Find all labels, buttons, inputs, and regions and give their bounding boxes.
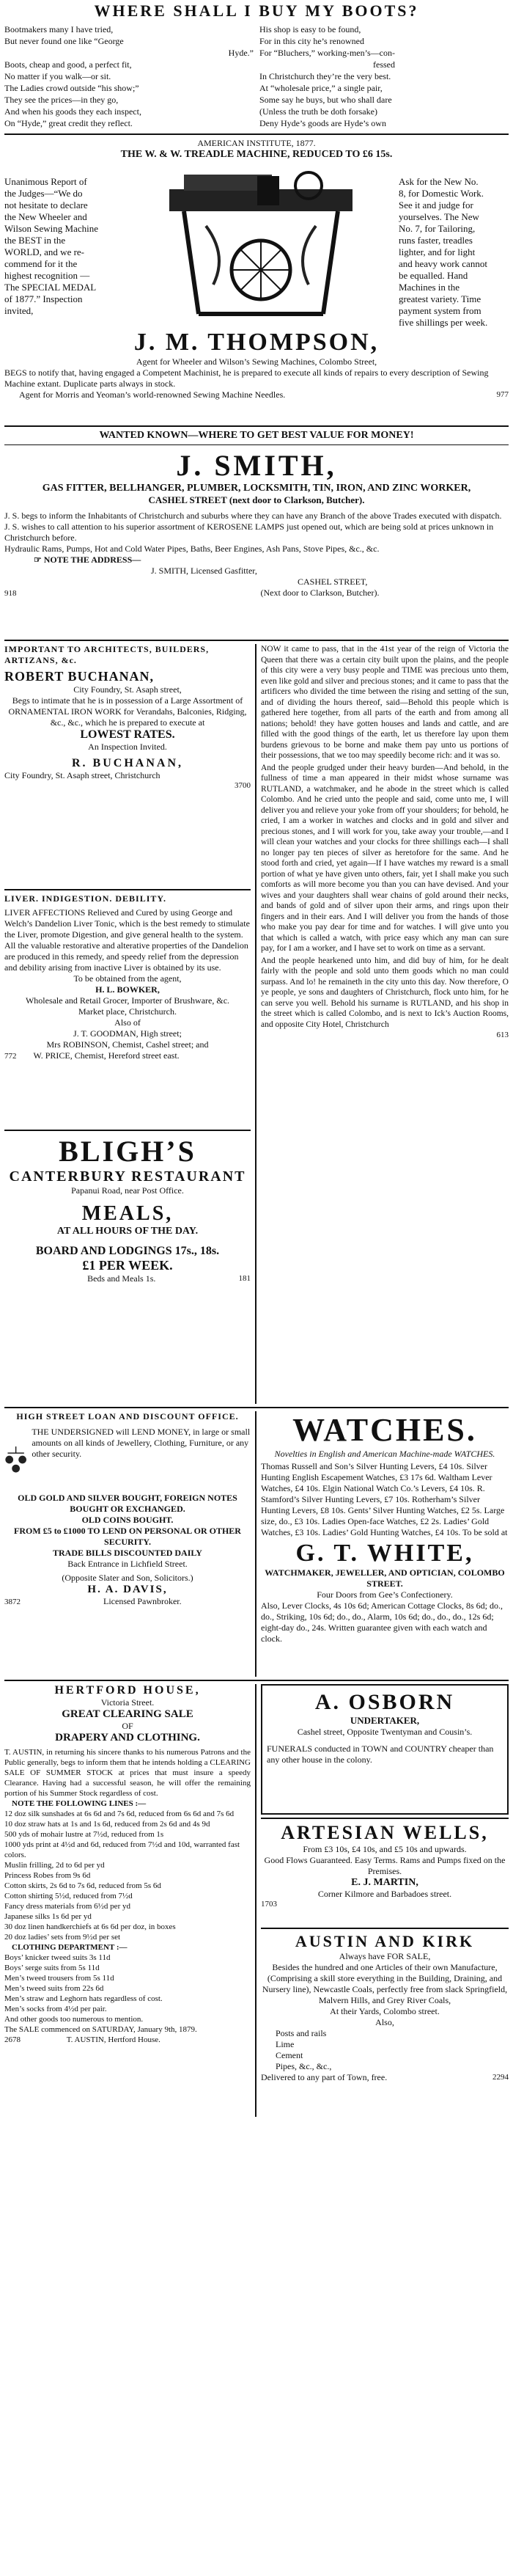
liver-also: Also of	[114, 1017, 141, 1028]
liver-body: LIVER AFFECTIONS Relieved and Cured by using George and Welch’s Dandelion Liver Tonic, which is the best remedy to stimulate the Liver, promote Digestion, and give general health to the system. All the valuable restorative and alterative properties of the Dandelion are produced in this remedy, and speedy relief from the depression and debility arising from inactive Liver is obtained by its use.	[4, 907, 250, 973]
hertford-items	[4, 1809, 251, 1942]
poem-line: For in this city he’s renowned	[259, 36, 364, 46]
ad-ref: 977	[496, 390, 509, 399]
smith-sig3: (Next door to Clarkson, Butcher).	[260, 588, 380, 598]
text-line: and heavy work cannot	[399, 258, 487, 269]
list-item: Lime	[276, 2039, 295, 2049]
list-item: 30 doz linen handkerchiefs at 6s 6d per doz, in boxes	[4, 1922, 176, 1931]
divider	[4, 1130, 251, 1131]
ad-ref: 772	[4, 1052, 17, 1061]
osborn-body: FUNERALS conducted in TOWN and COUNTRY cheaper than any other house in the colony.	[267, 1743, 494, 1765]
right-column-3	[256, 1684, 509, 2117]
thompson-agent: Agent for Wheeler and Wilson’s Sewing Machines, Colombo Street,	[136, 356, 377, 367]
buchanan-lowest: LOWEST RATES.	[80, 728, 175, 741]
liver-a1: J. T. GOODMAN, High street;	[73, 1028, 182, 1039]
liver-obtain: To be obtained from the agent,	[73, 973, 182, 984]
poem-line: But never found one like “George	[4, 36, 124, 46]
hertford-sig: T. AUSTIN, Hertford House.	[66, 2035, 160, 2044]
boots-poem	[4, 23, 509, 131]
wells-addr: Corner Kilmore and Barbadoes street.	[317, 1889, 452, 1899]
list-item: 500 yds of mohair lustre at 7½d, reduced from 1s	[4, 1830, 164, 1839]
austin-items	[261, 2028, 509, 2072]
divider	[4, 889, 251, 890]
osborn-trade: UNDERTAKER,	[350, 1715, 420, 1726]
smith-sig3-line	[4, 588, 509, 599]
list-item: And other goods too numerous to mention.	[4, 2015, 144, 2024]
smith-name: J. SMITH,	[176, 449, 337, 482]
thompson-agent2: Agent for Morris and Yeoman’s world-renowned Sewing Machine Needles.	[19, 389, 286, 400]
text-line: No. 7, for Tailoring,	[399, 223, 476, 234]
hyde-boot-ad	[4, 0, 509, 131]
hertford-clothing: CLOTHING DEPARTMENT :—	[12, 1943, 128, 1952]
poem-line: For “Bluchers,” working-men’s—con-	[259, 48, 395, 58]
list-item: Posts and rails	[276, 2028, 327, 2038]
osborn-addr: Cashel street, Opposite Twentyman and Cousin’s.	[297, 1727, 473, 1737]
poem-line: In Christchurch they’re the very best.	[259, 71, 391, 81]
advert-p2: And the people grudged under their heavy burden—And behold, in the fullness of time a man appeared in their midst whose surname was RUTLAND, a watchmaker, and he abode in the street which is called Colombo. And he cried unto the people and said, come unto me, I will deliver you and relieve your yoke from off your shoulders; for behold, he cried, I am a worker in watches and clocks and in gold and silver and precious stones, and I will work for you, take away your trouble,—and I will clean your watches and your clocks for three shillings each—I shall no longer pay ten pieces of silver as heretofore for the same. And he stood forth and cried, yet again—If I have watches my reward is a small portion of what ye have given unto others, fair, yet I shall make you such comforts as will more become you than you can have devised. And your wives and your daughters shall wear chains of gold around their necks, and bands of gold and of silver upon their arms, and rings upon their fingers and in their ears. And I will deliver you from the hands of those who make you pay dear for time and for watches. I will give unto you that which is called a watch, with price easy which any man can sure pay, for I am a worker, and I have set to work on time as a servant.	[261, 763, 509, 953]
hertford-end: The SALE commenced on SATURDAY, January 9th, 1879.	[4, 2025, 197, 2034]
liver-a2: Mrs ROBINSON, Chemist, Cashel street; and	[46, 1039, 209, 1050]
two-column-region-2	[4, 1411, 509, 1677]
liver-ad	[4, 893, 251, 1127]
smith-p2: J. S. wishes to call attention to his superior assortment of KEROSENE LAMPS just opened out, which are being sold at prices unknown in Christchurch before.	[4, 522, 494, 543]
buchanan-ad	[4, 644, 251, 886]
text-line: WORLD, and we re-	[4, 246, 85, 257]
wells-guar: Good Flows Guaranteed. Easy Terms. Rams and Pumps fixed on the Premises.	[264, 1855, 506, 1876]
poem-line: No matter if you walk—or sit.	[4, 71, 111, 81]
poem-line: On “Hyde,” great credit they reflect.	[4, 118, 133, 128]
poem-line: And when his goods they each inspect,	[4, 106, 141, 117]
poem-line: Deny Hyde’s goods are Hyde’s own	[259, 118, 386, 128]
loan-sig: H. A. DAVIS,	[87, 1584, 168, 1595]
liver-head: LIVER. INDIGESTION. DEBILITY.	[4, 893, 166, 904]
white-name: G. T. WHITE,	[295, 1540, 474, 1567]
loan-lic-line	[4, 1596, 251, 1608]
hertford-sale: GREAT CLEARING SALE	[62, 1708, 193, 1720]
list-item: 10 doz straw hats at 1s and 1s 6d, reduced from 2s 6d and 4s 9d	[4, 1820, 210, 1829]
thompson-agent2-line	[4, 389, 509, 400]
sewing-right-text	[399, 176, 509, 329]
thompson-name: J. M. THOMPSON,	[133, 329, 380, 356]
divider	[4, 444, 509, 445]
hertford-of: OF	[122, 1721, 133, 1731]
poem-line: (Unless the truth be doth forsake)	[259, 106, 377, 117]
boots-poem-left	[4, 23, 254, 131]
text-line: commend for it the	[4, 258, 78, 269]
list-item: Men’s tweed suits from 22s 6d	[4, 1984, 104, 1993]
thompson-body: BEGS to notify that, having engaged a Competent Machinist, he is prepared to execute all kinds of repairs to every description of Sewing Machine extant. Duplicate parts always in stock.	[4, 367, 489, 389]
text-line: Wilson Sewing Machine	[4, 223, 99, 234]
list-item: Pipes, &c., &c.,	[276, 2061, 332, 2071]
list-item: Japanese silks 1s 6d per yd	[4, 1912, 92, 1921]
smith-p3: Hydraulic Rams, Pumps, Hot and Cold Water Pipes, Baths, Beer Engines, Ash Pans, Stove Pipes, &c., &c.	[4, 544, 380, 554]
buchanan-sig2: City Foundry, St. Asaph street, Christchurch	[4, 770, 160, 780]
bligh-beds-line	[4, 1273, 251, 1284]
divider	[4, 133, 509, 135]
divider	[4, 1407, 509, 1408]
bligh-hours: AT ALL HOURS OF THE DAY.	[56, 1226, 199, 1237]
buchanan-head: IMPORTANT TO ARCHITECTS, BUILDERS, ARTIZANS, &c.	[4, 644, 210, 665]
poem-line: The Ladies crowd outside “his show;”	[4, 83, 139, 93]
white-trade: WATCHMAKER, JEWELLER, AND OPTICIAN, COLOMBO STREET.	[265, 1567, 505, 1589]
text-line: Unanimous Report of	[4, 176, 87, 187]
poem-line: His shop is easy to be found,	[259, 24, 361, 34]
liver-agent-desc: Wholesale and Retail Grocer, Importer of Brushware, &c.	[25, 995, 230, 1006]
bligh-beds: Beds and Meals 1s.	[87, 1273, 156, 1284]
loan-range: FROM £5 to £1000 TO LEND ON PERSONAL OR OTHER SECURITY.	[14, 1526, 241, 1547]
text-line: invited,	[4, 305, 34, 316]
pawnbroker-balls-icon	[4, 1427, 27, 1493]
austin-yards: At their Yards, Colombo street.	[330, 2006, 440, 2016]
austin-free-line	[261, 2072, 509, 2083]
ad-ref: 918	[4, 589, 17, 598]
list-item: Muslin frilling, 2d to 6d per yd	[4, 1861, 105, 1870]
advert-p3: And the people hearkened unto him, and did buy of him, for he dealt fairly with the people and sold unto them goods which no man could surpass. And lo! he remaineth in the city unto this day. Now therefore, O ye people, ye sons and daughters of Christchurch, flock unto him, for he can serve you well. Behold his surname is RUTLAND, and his shop in the street which is called Colombo, and is next to Ick’s Auction Rooms, and opposite City Hotel, Christchurch	[261, 956, 509, 1029]
text-line: the BEST in the	[4, 235, 66, 246]
ad-ref: 2678	[4, 2035, 21, 2044]
bligh-sub: CANTERBURY RESTAURANT	[9, 1168, 246, 1185]
loan-lic: Licensed Pawnbroker.	[103, 1596, 182, 1606]
text-line: lighter, and for light	[399, 246, 476, 257]
loan-opp: (Opposite Slater and Son, Solicitors.)	[62, 1573, 193, 1583]
hertford-drapery: DRAPERY AND CLOTHING.	[55, 1732, 200, 1743]
sewing-headline: THE W. & W. TREADLE MACHINE, REDUCED TO £6 15s.	[120, 149, 393, 160]
loan-trade: TRADE BILLS DISCOUNTED DAILY	[53, 1548, 202, 1558]
list-item: Fancy dress materials from 6½d per yd	[4, 1902, 130, 1911]
divider	[4, 1680, 509, 1681]
list-item: Men’s straw and Leghorn hats regardless of cost.	[4, 1994, 163, 2003]
poem-line: Bootmakers many I have tried,	[4, 24, 114, 34]
text-line: of 1877.” Inspection	[4, 293, 83, 304]
watches-body: Thomas Russell and Son’s Silver Hunting Levers, £4 10s. Silver Hunting English Escapement Watches, £3 17s 6d. Waltham Lever Watches, £4 10s. Elgin National Watch Co.’s Levers, £4 10s. R. Stamford’s Silver Hunting Levers, £7 10s. Rotherham’s Silver Hunting Levers, £8 10s. Gents’ Silver Hunting Watches, £2 5s. Large size, do., £3 10s. Ladies Open-face Watches, £2 2s. Ladies’ Gold Watches, £3 10s. Ladies’ Gold Hunting Watches, £4 10s. To be sold at	[261, 1461, 508, 1537]
bligh-board: BOARD AND LODGINGS 17s., 18s.	[35, 1245, 220, 1257]
loan-gold: OLD GOLD AND SILVER BOUGHT, FOREIGN NOTES BOUGHT OR EXCHANGED.	[18, 1493, 237, 1514]
bligh-addr: Papanui Road, near Post Office.	[71, 1185, 184, 1196]
list-item: Boys’ knicker tweed suits 3s 11d	[4, 1953, 111, 1962]
hertford-street: Victoria Street.	[100, 1697, 155, 1708]
buchanan-name: ROBERT BUCHANAN,	[4, 669, 155, 684]
liver-market: Market place, Christchurch.	[78, 1006, 177, 1017]
text-line: not hesitate to declare	[4, 200, 88, 211]
smith-p1: J. S. begs to inform the Inhabitants of Christchurch and suburbs where they can have any Branch of the above Trades executed with dispatch.	[4, 511, 502, 521]
austin-kirk-ad	[261, 1932, 509, 2083]
sewing-left-text	[4, 176, 114, 317]
poem-line: Boots, cheap and good, a perfect fit,	[4, 59, 132, 70]
smith-banner: WANTED KNOWN—WHERE TO GET BEST VALUE FOR MONEY!	[99, 430, 414, 441]
text-line: highest recognition —	[4, 270, 90, 281]
wells-title: ARTESIAN WELLS,	[281, 1822, 489, 1843]
watches-sub: Novelties in English and American Machine-made WATCHES.	[274, 1449, 495, 1459]
buchanan-body: Begs to intimate that he is in possession of a Large Assortment of ORNAMENTAL IRON WORK for Verandahs, Balconies, Ridging, &c., &c., which he is prepared to execute at	[8, 695, 247, 728]
hertford-items2	[4, 1953, 251, 2024]
loan-ad	[4, 1411, 256, 1677]
osborn-name: A. OSBORN	[314, 1690, 455, 1714]
boots-headline: WHERE SHALL I BUY MY BOOTS?	[94, 1, 419, 20]
right-column	[256, 644, 509, 1404]
osborn-ad	[261, 1684, 509, 1815]
liver-a3-line	[4, 1050, 251, 1062]
white-opp: Four Doors from Gee’s Confectionery.	[317, 1589, 453, 1600]
hertford-head: HERTFORD HOUSE,	[54, 1684, 201, 1697]
austin-always: Always have FOR SALE,	[339, 1951, 431, 1961]
two-column-region	[4, 644, 509, 1404]
ad-ref: 1703	[261, 1900, 277, 1909]
hertford-sig-line	[4, 2035, 251, 2045]
watches-ad	[256, 1411, 509, 1677]
smith-note: ☞ NOTE THE ADDRESS—	[34, 555, 141, 565]
text-line: Machines in the	[399, 282, 460, 293]
list-item: Men’s socks from 4½d per pair.	[4, 2005, 107, 2013]
white-clocks: Also, Lever Clocks, 4s 10s 6d; American Cottage Clocks, 8s 6d; do., do., Striking, 10s 6d; do., do., Alarm, 10s 6d; do., do., do., 12s 6d; eight-day do., 24s. Written guarantee given with each watch and clock.	[261, 1600, 503, 1644]
smith-address: CASHEL STREET (next door to Clarkson, Butcher).	[148, 494, 365, 505]
poem-line: At “wholesale price,” a single pair,	[259, 83, 383, 93]
text-line: runs faster, treadles	[399, 235, 473, 246]
bligh-week: £1 PER WEEK.	[82, 1258, 173, 1273]
austin-also: Also,	[375, 2017, 394, 2027]
list-item: Cotton skirts, 2s 6d to 7s 6d, reduced from 5s 6d	[4, 1881, 161, 1890]
wells-ad	[261, 1822, 509, 1925]
advert-p1: NOW it came to pass, that in the 41st year of the reign of Victoria the Queen that there was a certain city built upon the plains, and the people of this city were a very busy people and TIME was precious unto them, even like gold and silver and precious stones; and it came to pass that the artificers who divided the time between the rising and setting of the sun, and of dividing the hours thereof, said—Behold this people which is gathered here together, from all parts of the earth and from among all nations; behold! they have gotten houses and lands and cattle, and are filled with the good things of the earth, let us therefore lay upon them burdens grievous to be borne and make them pay unto us portions of their possessions, that we too may speedily become rich: and it was so.	[261, 645, 509, 760]
ad-ref: 3700	[235, 781, 251, 790]
poem-line: Hyde.”	[228, 48, 254, 58]
text-line: payment system from	[399, 305, 481, 316]
loan-coins: OLD COINS BOUGHT.	[81, 1515, 174, 1525]
list-item: Cement	[276, 2050, 303, 2060]
text-line: the Judges—“We do	[4, 188, 83, 199]
left-column	[4, 644, 256, 1404]
ad-ref: 613	[496, 1031, 509, 1039]
bligh-ad	[4, 1134, 251, 1405]
hertford-note: NOTE THE FOLLOWING LINES :—	[12, 1799, 147, 1808]
smith-ad	[4, 430, 509, 637]
text-line: the New Wheeler and	[4, 211, 87, 222]
buchanan-sig: R. BUCHANAN,	[72, 757, 183, 769]
smith-sig2: CASHEL STREET,	[298, 577, 368, 587]
text-line: yourselves. The New	[399, 211, 479, 222]
sewing-machine-illustration	[140, 167, 382, 321]
poem-line: Some say he buys, but who shall dare	[259, 95, 392, 105]
sewing-institute: AMERICAN INSTITUTE, 1877.	[197, 138, 316, 148]
list-item: 12 doz silk sunshades at 6s 6d and 7s 6d, reduced from 6s 6d and 7s 6d	[4, 1810, 235, 1818]
boots-poem-right	[259, 23, 509, 131]
text-line: be equalled. Hand	[399, 270, 468, 281]
loan-body-row	[4, 1427, 251, 1493]
loan-body: THE UNDERSIGNED will LEND MONEY, in large or small amounts on all kinds of Jewellery, Clothing, Furniture, or any other security.	[32, 1427, 251, 1459]
ad-ref: 3872	[4, 1598, 21, 1606]
list-item: Boys’ serge suits from 5s 11d	[4, 1964, 100, 1972]
wells-prices: From £3 10s, £4 10s, and £5 10s and upwards.	[303, 1844, 467, 1854]
ad-ref: 181	[238, 1274, 251, 1283]
austin-body: Besides the hundred and one Articles of their own Manufacture, (Comprising a skill store everything in the Building, Draining, and Nursery line), Newcastle Coals, perfectly free from slack Springfield, Malvern Hills, and Grey River Coals,	[262, 1962, 508, 2005]
austin-free: Delivered to any part of Town, free.	[261, 2072, 388, 2082]
watches-title: WATCHES.	[292, 1412, 477, 1448]
list-item: 20 doz ladies’ sets from 9½d per set	[4, 1933, 121, 1942]
hertford-ad	[4, 1684, 256, 2117]
poem-line	[259, 129, 509, 131]
rutland-advert	[261, 644, 509, 1041]
liver-agent: H. L. BOWKER,	[95, 984, 160, 995]
austin-title: AUSTIN AND KIRK	[295, 1932, 475, 1950]
bligh-meals: MEALS,	[81, 1202, 174, 1225]
text-line: Ask for the New No.	[399, 176, 479, 187]
text-line: 8, for Domestic Work.	[399, 188, 484, 199]
liver-a3: W. PRICE, Chemist, Hereford street east.	[33, 1050, 180, 1061]
buchanan-inspect: An Inspection Invited.	[88, 742, 167, 752]
list-item: Cotton shirting 5½d, reduced from 7½d	[4, 1892, 133, 1900]
divider	[4, 425, 509, 427]
list-item: Princess Robes from 9s 6d	[4, 1871, 91, 1880]
text-line: See it and judge for	[399, 200, 473, 211]
loan-head: HIGH STREET LOAN AND DISCOUNT OFFICE.	[16, 1411, 239, 1421]
ad-ref: 2294	[492, 2073, 509, 2082]
bligh-name: BLIGH’S	[59, 1135, 196, 1168]
poem-line: They see the prices—in they go,	[4, 95, 119, 105]
smith-trades: GAS FITTER, BELLHANGER, PLUMBER, LOCKSMITH, TIN, IRON, AND ZINC WORKER,	[42, 483, 471, 494]
poem-line: fessed	[373, 59, 395, 70]
buchanan-addr: City Foundry, St. Asaph street,	[73, 684, 182, 695]
text-line: greatest variety. Time	[399, 293, 481, 304]
list-item: 1000 yds print at 4½d and 6d, reduced from 7½d and 10d, warranted fast colors.	[4, 1840, 240, 1859]
divider	[261, 1818, 509, 1819]
loan-back: Back Entrance in Lichfield Street.	[67, 1559, 188, 1569]
sewing-footer	[4, 329, 509, 400]
two-column-region-3	[4, 1684, 509, 2117]
divider	[4, 640, 509, 641]
divider	[261, 1928, 509, 1929]
smith-sig: J. SMITH, Licensed Gasfitter,	[151, 566, 257, 576]
text-line: The SPECIAL MEDAL	[4, 282, 97, 293]
hertford-intro: T. AUSTIN, in returning his sincere thanks to his numerous Patrons and the Public generally, begs to inform them that he intends holding a CLEARING SALE OF SUMMER STOCK at prices that must insure a speedy Clearance. Having had a successful season, he will offer the remaining portion of his Summer Stock regardless of cost.	[4, 1748, 251, 1798]
text-line: five shillings per week.	[399, 317, 488, 328]
list-item: Men’s tweed trousers from 5s 11d	[4, 1974, 114, 1983]
wells-sig: E. J. MARTIN,	[351, 1877, 418, 1888]
sewing-machine-ad	[4, 138, 509, 422]
